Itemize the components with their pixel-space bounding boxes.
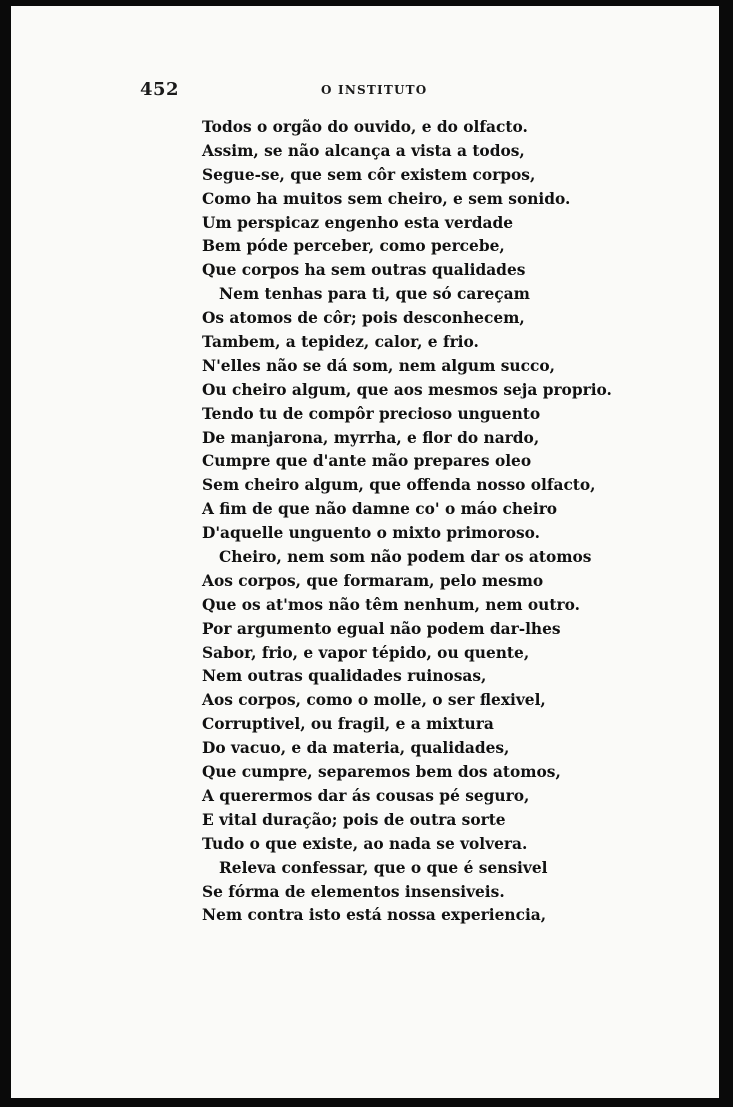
- poem-line: Tambem, a tepidez, calor, e frio.: [202, 333, 479, 352]
- poem-line: Tendo tu de compôr precioso unguento: [202, 404, 541, 423]
- poem-line: Bem póde perceber, como percebe,: [202, 237, 505, 256]
- poem-line: Todos o orgão do ouvido, e do olfacto.: [202, 118, 528, 136]
- poem-line: Que os at'mos não têm nenhum, nem outro.: [202, 595, 580, 614]
- poem-line: Ou cheiro algum, que aos mesmos seja proprio.: [202, 380, 612, 399]
- poem-line: Segue-se, que sem côr existem corpos,: [202, 165, 536, 184]
- poem-line: D'aquelle unguento o mixto primoroso.: [202, 524, 540, 543]
- book-page: [11, 6, 719, 1098]
- poem-line: Do vacuo, e da materia, qualidades,: [202, 739, 510, 758]
- page-number: 452: [140, 79, 180, 100]
- poem-line: Cheiro, nem som não podem dar os atomos: [219, 548, 592, 567]
- poem-line: Nem contra isto está nossa experiencia,: [202, 906, 547, 925]
- poem-line: E vital duração; pois de outra sorte: [202, 810, 506, 829]
- poem-line: N'elles não se dá som, nem algum succo,: [202, 356, 555, 375]
- poem-text: [202, 116, 719, 928]
- poem-line: A querermos dar ás cousas pé seguro,: [202, 786, 530, 805]
- poem-line: Um perspicaz engenho esta verdade: [202, 213, 514, 232]
- poem-line: Que cumpre, separemos bem dos atomos,: [202, 763, 561, 782]
- poem-line: Por argumento egual não podem dar-lhes: [202, 619, 561, 638]
- page-header: [11, 79, 719, 101]
- poem-line: Releva confessar, que o que é sensivel: [219, 858, 548, 877]
- poem-line: Nem tenhas para ti, que só careçam: [219, 285, 530, 304]
- poem-line: A fim de que não damne co' o máo cheiro: [202, 500, 558, 519]
- poem-line: Assim, se não alcança a vista a todos,: [202, 141, 525, 160]
- poem-line: De manjarona, myrrha, e flor do nardo,: [202, 428, 540, 447]
- poem-line: Sabor, frio, e vapor tépido, ou quente,: [202, 643, 530, 662]
- running-head: O INSTITUTO: [321, 83, 428, 97]
- poem-line: Aos corpos, que formaram, pelo mesmo: [202, 571, 544, 590]
- poem-line: Aos corpos, como o molle, o ser flexivel,: [202, 691, 546, 710]
- poem-line: Que corpos ha sem outras qualidades: [202, 261, 526, 280]
- poem-line: Cumpre que d'ante mão prepares oleo: [202, 452, 532, 471]
- poem-line: Como ha muitos sem cheiro, e sem sonido.: [202, 189, 571, 208]
- poem-line: Corruptivel, ou fragil, e a mixtura: [202, 715, 494, 734]
- poem-line: Tudo o que existe, ao nada se volvera.: [202, 834, 528, 853]
- poem-line: Nem outras qualidades ruinosas,: [202, 667, 487, 686]
- poem-line: Sem cheiro algum, que offenda nosso olfacto,: [202, 476, 596, 495]
- poem-line: Os atomos de côr; pois desconhecem,: [202, 309, 525, 328]
- poem-line: Se fórma de elementos insensiveis.: [202, 882, 505, 901]
